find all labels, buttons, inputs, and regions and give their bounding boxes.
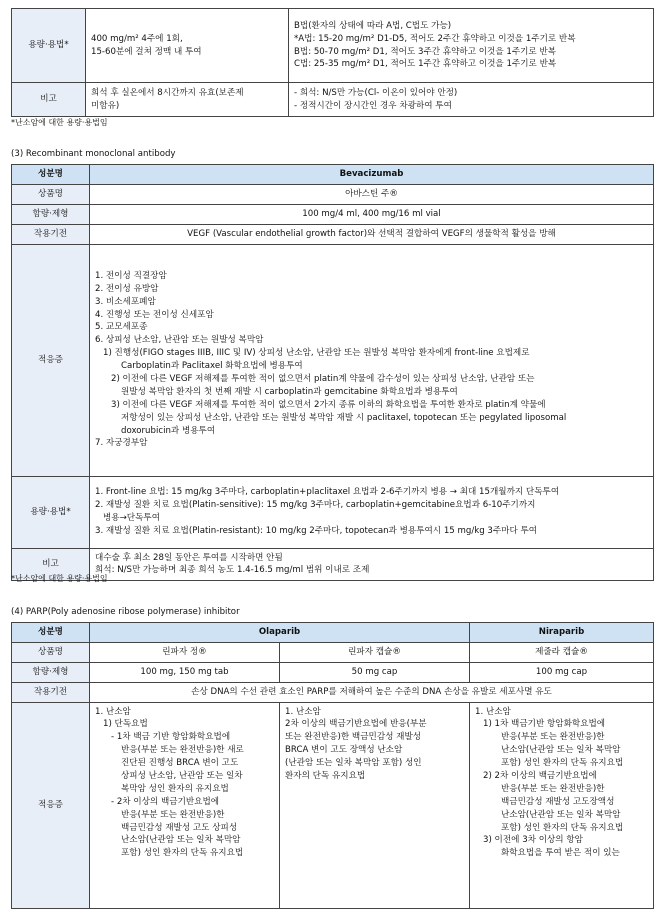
text-line: Carboplatin과 Paclitaxel 화학요법에 병용투여 xyxy=(121,361,303,372)
s4-product-label: 상품명 xyxy=(12,642,90,662)
s3-remark-list xyxy=(90,548,654,581)
top-table xyxy=(11,8,654,117)
top-footnote: *난소암에 대한 용량·용법임 xyxy=(11,118,108,127)
text-line: doxorubicin과 병용투여 xyxy=(121,425,216,436)
text-line: 난소암(난관암 또는 일차 복막암 xyxy=(501,809,621,820)
bevacizumab-table xyxy=(11,164,654,581)
s4-product-3: 제줄라 캡슐® xyxy=(470,642,654,662)
s3-mechanism-value: VEGF (Vascular endothelial growth factor)와 선택적 결합하여 VEGF의 생물학적 활성을 방해 xyxy=(90,224,654,244)
text-line: 6. 상피성 난소암, 난관암 또는 원발성 복막암 xyxy=(95,335,264,346)
text-line: 2) 이전에 다른 VEGF 저해제를 투여한 적이 없으면서 platin계 약물에 감수성이 있는 상피성 난소암, 난관암 또는 xyxy=(111,373,535,384)
s4-indication-label: 적응증 xyxy=(12,702,90,908)
s3-content-value: 100 mg/4 ml, 400 mg/16 ml vial xyxy=(90,204,654,224)
s3-product-value: 아바스틴 주® xyxy=(90,184,654,204)
text-line: 난소암(난관암 또는 일차 복막암 xyxy=(501,745,621,756)
text-line: 포함) 성인 환자의 단독 유지요법 xyxy=(121,848,244,859)
text-line: 백금민감성 재발성 고도장액성 xyxy=(501,796,615,807)
s3-indication-label: 적응증 xyxy=(12,244,90,476)
text-line: *A법: 15-20 mg/m² D1-D5, 적어도 2주간 휴약하고 이것을 1주기로 반복 xyxy=(294,33,576,44)
s3-indication-list xyxy=(90,244,654,476)
text-line: 저항성이 있는 상피성 난소암, 난관암 또는 원발성 복막암 재발 시 paclitaxel, topotecan 또는 pegylated liposomal xyxy=(121,412,567,423)
text-line: 1) 진행성(FIGO stages IIIB, IIIC 및 IV) 상피성 난소암, 난관암 또는 원발성 복막암 환자에게 front-line 요법제로 xyxy=(103,348,530,359)
s4-product-1: 린파자 정® xyxy=(90,642,280,662)
text-line: 대수술 후 최소 28일 동안은 투여를 시작하면 안됨 xyxy=(95,552,283,563)
text-line: 1) 단독요법 xyxy=(103,719,148,730)
text-line: - 희석: N/S만 가능(Cl- 이온이 있어야 안정) xyxy=(294,87,458,98)
parp-table xyxy=(11,622,654,909)
text-line: 반응(부분 또는 완전반응)한 xyxy=(121,809,225,820)
text-line: 반응(부분 또는 완전반응)한 xyxy=(501,732,605,743)
top-dosage-label: 용량·용법* xyxy=(12,9,86,83)
text-line: B법(환자의 상태에 따라 A법, C법도 가능) xyxy=(294,20,452,31)
s4-product-2: 린파자 캡슐® xyxy=(280,642,470,662)
text-line: 4. 진행성 또는 전이성 신세포암 xyxy=(95,309,214,320)
text-line: 진단된 진행성 BRCA 변이 고도 xyxy=(121,758,239,769)
text-line: 복막암 성인 환자의 유지요법 xyxy=(121,783,229,794)
top-dosage-left xyxy=(86,9,289,83)
text-line: 포함) 성인 환자의 단독 유지요법 xyxy=(501,758,624,769)
text-line: 3) 이전에 3차 이상의 항암 xyxy=(483,835,583,846)
text-line: 2. 재발성 질환 치료 요법(Platin-sensitive): 15 mg/kg 3주마다, carboplatin+gemcitabine요법과 6-10주기까지 xyxy=(95,500,536,511)
text-line: 미함유) xyxy=(91,100,120,111)
s4-indication-olaparib-tab xyxy=(90,702,280,908)
s4-col-header-name: 성분명 xyxy=(12,623,90,643)
text-line: 7. 자궁경부암 xyxy=(95,438,148,449)
top-remark-left xyxy=(86,83,289,117)
s3-content-label: 함량·제형 xyxy=(12,204,90,224)
text-line: 2. 전이성 유방암 xyxy=(95,283,159,294)
s3-footnote: *난소암에 대한 용량·용법임 xyxy=(11,574,108,583)
s4-content-3: 100 mg cap xyxy=(470,662,654,682)
top-remark-right xyxy=(289,83,654,117)
text-line: 반응(부분 또는 완전반응)한 새로 xyxy=(121,745,244,756)
s3-col-header-name: 성분명 xyxy=(12,165,90,185)
s4-mechanism-value: 손상 DNA의 수선 관련 효소인 PARP를 저해하여 높은 수준의 DNA 손상을 유발로 세포사멸 유도 xyxy=(90,682,654,702)
top-dosage-right xyxy=(289,9,654,83)
text-line: 15-60분에 걸쳐 정맥 내 투여 xyxy=(91,46,202,57)
s3-dosage-label: 용량·용법* xyxy=(12,476,90,548)
text-line: 1. 난소암 xyxy=(95,706,131,717)
text-line: 백금민감성 재발성 고도 상피성 xyxy=(121,822,238,833)
text-line: 원발성 복막암 환자의 첫 번째 재발 시 carboplatin과 gemcitabine 화학요법과 병용투여 xyxy=(121,386,458,397)
s4-col-header-niraparib: Niraparib xyxy=(470,623,654,643)
text-line: 또는 완전반응)한 백금민감성 재발성 xyxy=(285,732,422,743)
text-line: 2) 2차 이상의 백금기반요법에 xyxy=(483,771,597,782)
s3-mechanism-label: 작용기전 xyxy=(12,224,90,244)
top-dosage-row xyxy=(12,9,654,83)
text-line: 3) 이전에 다른 VEGF 저해제를 투여한 적이 없으면서 2가지 종류 이하의 화학요법을 투여한 환자로 platin계 약물에 xyxy=(111,399,546,410)
text-line: 1. Front-line 요법: 15 mg/kg 3주마다, carboplatin+placlitaxel 요법과 2-6주기까지 병용 → 최대 15개월까지 단독투여 xyxy=(95,487,560,498)
s4-mechanism-label: 작용기전 xyxy=(12,682,90,702)
s4-indication-niraparib xyxy=(470,702,654,908)
text-line: 5. 교모세포종 xyxy=(95,322,148,333)
text-line: 병용→단독투여 xyxy=(103,513,161,524)
s3-remark-label: 비고 xyxy=(12,548,90,581)
text-line: 400 mg/m² 4주에 1회, xyxy=(91,33,183,44)
text-line: 난소암(난관암 또는 일차 복막암 xyxy=(121,835,241,846)
s3-dosage-list xyxy=(90,476,654,548)
text-line: 희석 후 실온에서 8시간까지 유효(보존제 xyxy=(91,87,244,98)
section3-title: (3) Recombinant monoclonal antibody xyxy=(11,149,176,159)
text-line: B법: 50-70 mg/m² D1, 적어도 3주간 휴약하고 이것을 1주기로 반복 xyxy=(294,46,557,57)
s3-col-header-drug: Bevacizumab xyxy=(90,165,654,185)
s4-content-label: 함량·제형 xyxy=(12,662,90,682)
text-line: (난관암 또는 일차 복막암 포함) 성인 xyxy=(285,758,422,769)
text-line: 희석: N/S만 가능하며 최종 희석 농도 1.4-16.5 mg/ml 범위 이내로 조제 xyxy=(95,565,370,576)
text-line: - 2차 이상의 백금기반요법에 xyxy=(111,796,220,807)
text-line: 1. 난소암 xyxy=(285,706,321,717)
text-line: C법: 25-35 mg/m² D1, 적어도 1주간 휴약하고 이것을 1주기로 반복 xyxy=(294,59,557,70)
s4-content-2: 50 mg cap xyxy=(280,662,470,682)
text-line: - 정적시간이 장시간인 경우 차광하여 투여 xyxy=(294,100,452,111)
text-line: - 1차 백금 기반 항암화학요법에 xyxy=(111,732,231,743)
text-line: BRCA 변이 고도 장액성 난소암 xyxy=(285,745,403,756)
text-line: 3. 재발성 질환 치료 요법(Platin-resistant): 10 mg/kg 2주마다, topotecan과 병용투여시 15 mg/kg 3주마다 투여 xyxy=(95,525,538,536)
s4-content-1: 100 mg, 150 mg tab xyxy=(90,662,280,682)
top-remark-row xyxy=(12,83,654,117)
text-line: 1. 난소암 xyxy=(475,706,511,717)
text-line: 환자의 단독 유지요법 xyxy=(285,771,366,782)
top-remark-label: 비고 xyxy=(12,83,86,117)
text-line: 1. 전이성 직결장암 xyxy=(95,270,167,281)
s3-product-label: 상품명 xyxy=(12,184,90,204)
text-line: 반응(부분 또는 완전반응)한 xyxy=(501,783,605,794)
text-line: 3. 비소세포폐암 xyxy=(95,296,156,307)
text-line: 1) 1차 백금기반 항암화학요법에 xyxy=(483,719,606,730)
text-line: 포함) 성인 환자의 단독 유지요법 xyxy=(501,822,624,833)
s4-col-header-olaparib: Olaparib xyxy=(90,623,470,643)
text-line: 화학요법을 투여 받은 적이 있는 xyxy=(501,848,620,859)
s4-indication-olaparib-cap xyxy=(280,702,470,908)
section4-title: (4) PARP(Poly adenosine ribose polymerase) inhibitor xyxy=(11,607,240,617)
text-line: 상피성 난소암, 난관암 또는 일차 xyxy=(121,771,243,782)
text-line: 2차 이상의 백금기반요법에 반응(부분 xyxy=(285,719,427,730)
